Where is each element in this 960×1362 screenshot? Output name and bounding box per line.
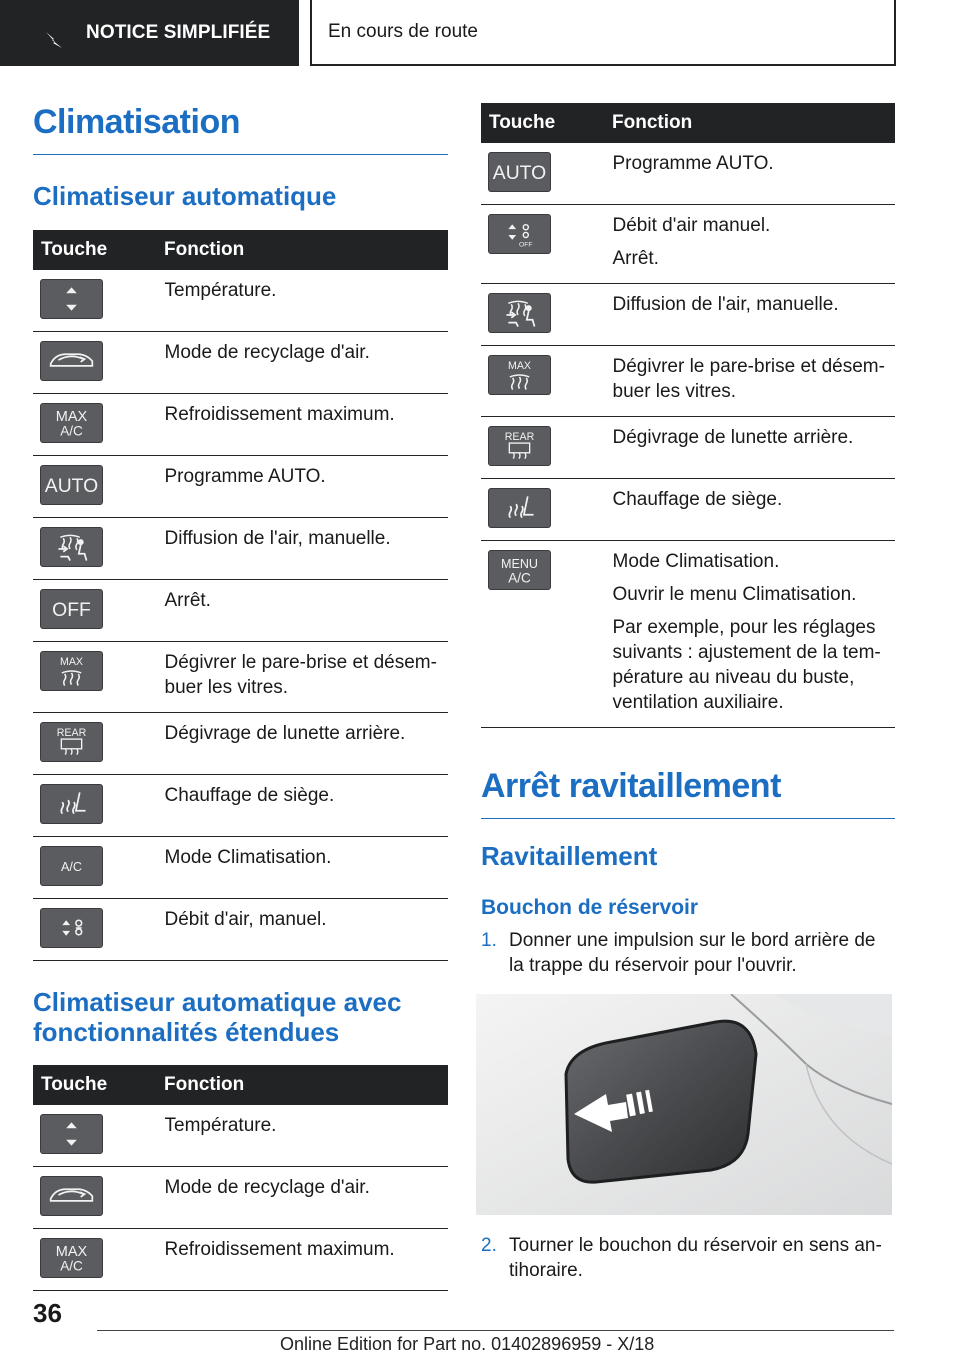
temperature-arrows-icon <box>40 279 103 319</box>
function-cell <box>604 417 895 479</box>
function-text: Diffusion de l'air, manuelle. <box>612 294 839 315</box>
rear-defrost-icon <box>488 426 551 466</box>
svg-text:MAX: MAX <box>59 656 84 669</box>
svg-text:OFF: OFF <box>52 598 91 621</box>
max-defrost-icon <box>40 651 103 691</box>
function-text: Mode de recyclage d'air. <box>164 342 370 363</box>
column-header-fonction: Fonction <box>604 103 895 143</box>
key-cell <box>33 775 156 837</box>
page-title: Climatisation <box>33 100 448 155</box>
table-row <box>33 518 448 580</box>
key-cell <box>33 270 156 332</box>
left-column <box>33 100 448 1291</box>
function-text: Chauffage de siège. <box>164 785 335 806</box>
function-text: Mode de recyclage d'air. <box>164 1177 370 1198</box>
function-text: Mode Climatisation. <box>612 551 780 572</box>
table-row <box>33 1167 448 1229</box>
table-row <box>33 270 448 332</box>
svg-text:AUTO: AUTO <box>44 474 99 497</box>
key-cell <box>481 284 604 346</box>
column-header-touche: Touche <box>481 103 604 143</box>
key-cell <box>33 1229 156 1291</box>
section-heading: Ravitaillement <box>481 841 658 871</box>
svg-text:MAX: MAX <box>55 1244 88 1261</box>
tab-notice-simplifiee[interactable] <box>0 0 299 66</box>
table-row <box>33 580 448 642</box>
max-ac-icon <box>40 1238 103 1278</box>
function-cell <box>156 1167 448 1229</box>
rear-defrost-icon <box>40 722 103 762</box>
table-row <box>33 456 448 518</box>
air-distribution-icon <box>488 293 551 333</box>
controls-table <box>33 1065 448 1291</box>
function-cell <box>604 205 895 284</box>
function-text: Refroidissement maximum. <box>164 1239 395 1260</box>
function-cell <box>604 143 895 205</box>
recirculation-car-icon <box>40 341 103 381</box>
step-text: Donner une impulsion sur le bord arrière de la trappe du réservoir pour l'ouvrir. <box>509 930 876 976</box>
svg-text:OFF: OFF <box>519 241 533 249</box>
section-tab[interactable] <box>310 0 896 66</box>
function-cell <box>156 775 448 837</box>
svg-text:REAR: REAR <box>56 727 87 740</box>
function-cell <box>156 580 448 642</box>
column-header-touche: Touche <box>33 230 156 270</box>
table-row <box>481 205 895 284</box>
off-icon <box>40 589 103 629</box>
footer-divider <box>97 1330 894 1331</box>
svg-text:A/C: A/C <box>508 570 531 586</box>
fuel-flap-image <box>476 994 892 1215</box>
page-number: 36 <box>33 1298 62 1328</box>
flash-icon <box>44 30 66 52</box>
section-tab-label: En cours de route <box>328 21 478 42</box>
table-row <box>481 541 895 728</box>
function-cell <box>156 1105 448 1167</box>
key-cell <box>33 518 156 580</box>
column-header-touche: Touche <box>33 1065 156 1105</box>
table-row <box>33 1229 448 1291</box>
function-cell <box>156 1229 448 1291</box>
function-cell <box>604 346 895 417</box>
controls-table <box>33 230 448 961</box>
temperature-arrows-icon <box>40 1114 103 1154</box>
function-cell <box>604 479 895 541</box>
function-text: Par exemple, pour les réglages suivants : ajustement de la tem-pérature au niveau du buste, ventilation auxiliaire. <box>612 617 881 713</box>
table-row <box>33 899 448 961</box>
max-defrost-icon <box>488 355 551 395</box>
function-cell <box>156 899 448 961</box>
key-cell <box>481 346 604 417</box>
key-cell <box>33 713 156 775</box>
function-cell <box>156 394 448 456</box>
seat-heating-icon <box>488 488 551 528</box>
max-ac-icon <box>40 403 103 443</box>
key-cell <box>481 479 604 541</box>
function-cell <box>156 642 448 713</box>
seat-heating-icon <box>40 784 103 824</box>
function-text: Dégivrage de lunette arrière. <box>612 427 854 448</box>
svg-text:AUTO: AUTO <box>492 161 547 184</box>
svg-text:MAX: MAX <box>55 409 88 426</box>
svg-text:MAX: MAX <box>507 360 532 373</box>
menu-ac-icon <box>488 550 551 590</box>
function-cell <box>156 837 448 899</box>
air-distribution-icon <box>40 527 103 567</box>
function-text: Arrêt. <box>612 248 659 269</box>
function-cell <box>156 456 448 518</box>
column-header-fonction: Fonction <box>156 1065 448 1105</box>
function-text: Dégivrer le pare-brise et désem-buer les vitres. <box>164 652 437 698</box>
function-text: Programme AUTO. <box>164 466 326 487</box>
table-row <box>33 332 448 394</box>
recirculation-car-icon <box>40 1176 103 1216</box>
function-text: Dégivrer le pare-brise et désem-buer les vitres. <box>612 356 885 402</box>
step-number: 1. <box>481 930 497 951</box>
table-row <box>33 642 448 713</box>
function-text: Débit d'air manuel. <box>612 215 771 236</box>
table-row <box>481 417 895 479</box>
table-row <box>33 713 448 775</box>
table-row <box>481 143 895 205</box>
page-header <box>0 0 960 66</box>
key-cell <box>481 205 604 284</box>
key-cell <box>33 332 156 394</box>
ac-icon <box>40 846 103 886</box>
function-text: Débit d'air, manuel. <box>164 909 327 930</box>
list-item <box>481 928 895 978</box>
fan-speed-icon <box>40 908 103 948</box>
section-heading: Climatiseur automatique avec fonctionnalités étendues <box>33 987 402 1047</box>
svg-text:A/C: A/C <box>60 1258 83 1274</box>
auto-icon <box>40 465 103 505</box>
function-text: Arrêt. <box>164 590 211 611</box>
steps-list-2 <box>481 1233 895 1283</box>
svg-text:MENU: MENU <box>500 557 539 572</box>
function-cell <box>604 541 895 728</box>
step-text: Tourner le bouchon du réservoir en sens an-tihoraire. <box>509 1235 882 1281</box>
edition-note: Online Edition for Part no. 01402896959 - X/18 <box>280 1334 655 1354</box>
step-number: 2. <box>481 1235 497 1256</box>
key-cell <box>33 394 156 456</box>
function-text: Mode Climatisation. <box>164 847 332 868</box>
function-cell <box>156 713 448 775</box>
steps-list-1 <box>481 928 895 978</box>
fan-off-icon <box>488 214 551 254</box>
table-row <box>33 775 448 837</box>
table-row <box>33 394 448 456</box>
key-cell <box>481 143 604 205</box>
right-column <box>481 103 895 1283</box>
key-cell <box>481 541 604 728</box>
function-text: Ouvrir le menu Climatisation. <box>612 584 857 605</box>
table-row <box>481 284 895 346</box>
function-cell <box>156 518 448 580</box>
svg-text:A/C: A/C <box>60 423 83 439</box>
function-cell <box>604 284 895 346</box>
section-title: Arrêt ravitaillement <box>481 764 895 819</box>
function-text: Programme AUTO. <box>612 153 774 174</box>
function-text: Chauffage de siège. <box>612 489 783 510</box>
key-cell <box>33 456 156 518</box>
function-cell <box>156 270 448 332</box>
function-text: Température. <box>164 280 277 301</box>
auto-icon <box>488 152 551 192</box>
table-row <box>33 837 448 899</box>
table-row <box>33 1105 448 1167</box>
key-cell <box>33 899 156 961</box>
function-cell <box>156 332 448 394</box>
tab-notice-label: NOTICE SIMPLIFIÉE <box>86 22 271 43</box>
key-cell <box>33 1105 156 1167</box>
function-text: Diffusion de l'air, manuelle. <box>164 528 391 549</box>
column-header-fonction: Fonction <box>156 230 448 270</box>
svg-text:A/C: A/C <box>61 859 82 874</box>
key-cell <box>33 1167 156 1229</box>
function-text: Refroidissement maximum. <box>164 404 395 425</box>
key-cell <box>33 642 156 713</box>
list-item <box>481 1233 895 1283</box>
key-cell <box>33 837 156 899</box>
table-row <box>481 346 895 417</box>
fuel-flap-photo <box>476 994 892 1215</box>
subsection-heading: Bouchon de réservoir <box>481 896 699 919</box>
svg-text:REAR: REAR <box>504 431 535 444</box>
section-heading: Climatiseur automatique <box>33 181 337 211</box>
function-text: Dégivrage de lunette arrière. <box>164 723 406 744</box>
table-row <box>481 479 895 541</box>
key-cell <box>481 417 604 479</box>
controls-table <box>481 103 895 728</box>
function-text: Température. <box>164 1115 277 1136</box>
key-cell <box>33 580 156 642</box>
